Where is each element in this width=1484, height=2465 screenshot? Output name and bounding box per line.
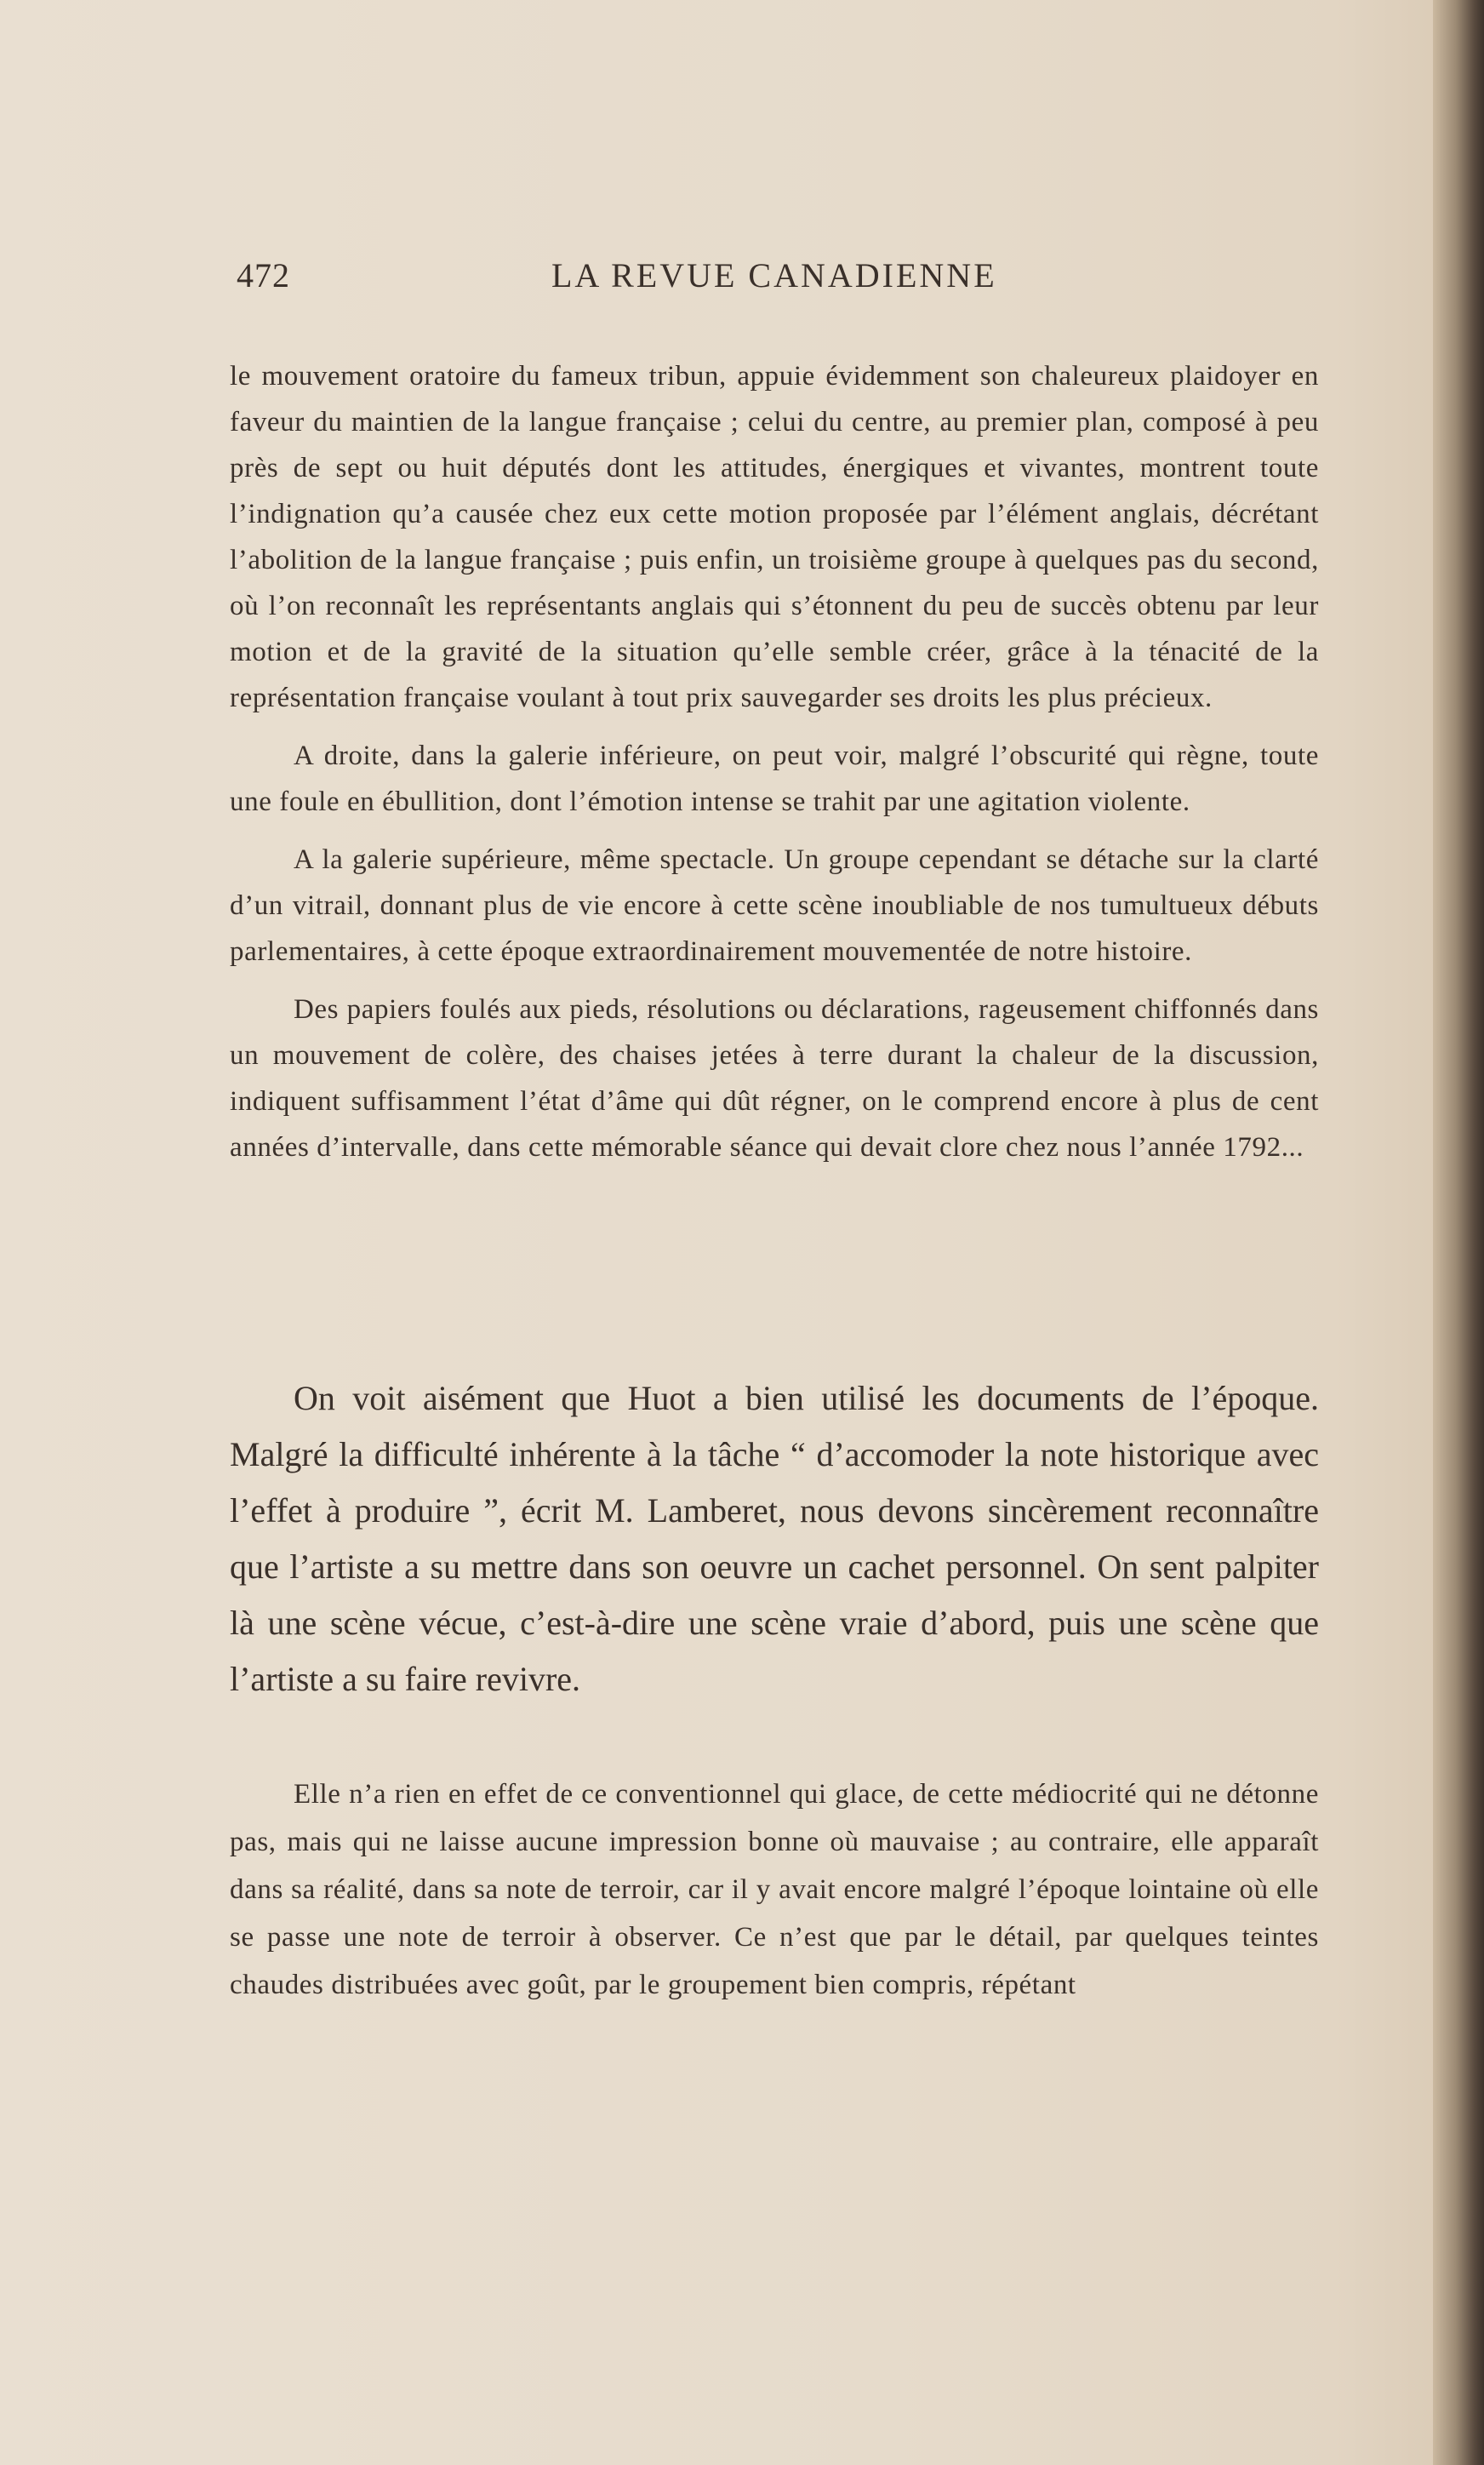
main-text	[230, 1370, 1319, 1707]
running-head	[237, 255, 1368, 306]
continuation-paragraph: Elle n’a rien en effet de ce conventionnel qui glace, de cette médiocrité qui ne détonne pas, mais qui ne laisse aucune impression bonne où mauvaise ; au contraire, elle apparaît dans sa réalité, dans sa note de terroir, car il y avait encore malgré l’époque lointaine où elle se passe une note de terroir à observer. Ce n’est que par le détail, par quelques teintes chaudes distribuées avec goût, par le groupement bien compris, répétant	[230, 1779, 1319, 2000]
quote-paragraph-3: A la galerie supérieure, même spectacle. Un groupe cependant se détache sur la clarté d’un vitrail, donnant plus de vie encore à cette scène inoubliable de nos tumultueux débuts parlementaires, à cette époque extraordinairement mouvementée de notre histoire.	[230, 844, 1319, 967]
main-paragraph: On voit aisément que Huot a bien utilisé les documents de l’époque. Malgré la difficulté inhérente à la tâche “ d’accomoder la note historique avec l’effet à produire ”, écrit M. Lamberet, nous devons sincèrement reconnaître que l’artiste a su mettre dans son oeuvre un cachet personnel. On sent palpiter là une scène vécue, c’est-à-dire une scène vraie d’abord, puis une scène que l’artiste a su faire revivre.	[230, 1379, 1319, 1698]
page-edge-shadow	[1433, 0, 1484, 2465]
page-number: 472	[237, 256, 290, 295]
journal-title: LA REVUE CANADIENNE	[551, 256, 997, 295]
quote-paragraph-4: Des papiers foulés aux pieds, résolutions ou déclarations, rageusement chiffonnés dans un mouvement de colère, des chaises jetées à terre durant la chaleur de la discussion, indiquent suffisamment l’état d’âme qui dût régner, on le comprend encore à plus de cent années d’intervalle, dans cette mémorable séance qui devait clore chez nous l’année 1792...	[230, 994, 1319, 1163]
continuation-text	[230, 1770, 1319, 2009]
quote-paragraph-2: A droite, dans la galerie inférieure, on peut voir, malgré l’obscurité qui règne, toute une foule en ébullition, dont l’émotion intense se trahit par une agitation violente.	[230, 741, 1319, 817]
quote-paragraph-1: le mouvement oratoire du fameux tribun, appuie évidemment son chaleureux plaidoyer en faveur du maintien de la langue française ; celui du centre, au premier plan, composé à peu près de sept ou huit députés dont les attitudes, énergiques et vivantes, montrent toute l’indignation qu’a causée chez eux cette motion proposée par l’élément anglais, décrétant l’abolition de la langue française ; puis enfin, un troisième groupe à quelques pas du second, où l’on reconnaît les représentants anglais qui s’étonnent du peu de succès obtenu par leur motion et de la gravité de la situation qu’elle semble créer, grâce à la ténacité de la représentation française voulant à tout prix sauvegarder ses droits les plus précieux.	[230, 361, 1319, 713]
quoted-passage	[230, 353, 1319, 1170]
